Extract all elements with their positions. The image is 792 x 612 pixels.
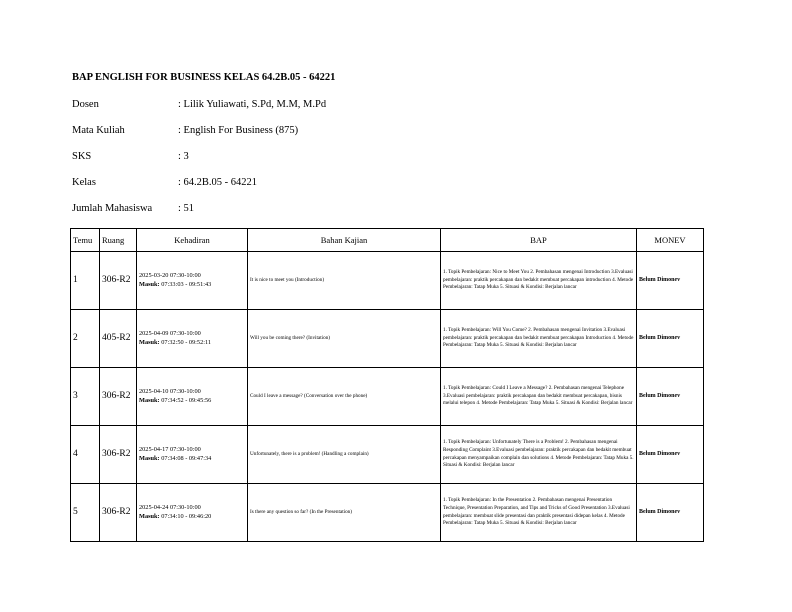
cell-bahan-kajian: It is nice to meet you (Introduction) [248, 252, 441, 310]
info-value: : 3 [178, 151, 189, 162]
cell-bap: 1. Topik Pembelajaran: In the Presentation 2. Pembahasan mengenai Presentation Technique, Presentation Preparation, and Tips and Tricks of Good Presentation 3.Evaluasi pembelajaran: membuat slide presentasi dan praktik presentasi didepan kelas 4. Metode Pembelajaran: Tatap Muka 5. Situasi & Kondisi: Berjalan lancar [441, 484, 637, 542]
cell-monev: Belum Dimonev [637, 484, 704, 542]
cell-temu: 4 [71, 426, 100, 484]
cell-monev: Belum Dimonev [637, 426, 704, 484]
info-label: Kelas [72, 177, 96, 188]
masuk-label: Masuk: [139, 454, 160, 462]
cell-ruang: 306-R2 [100, 426, 137, 484]
info-value: : Lilik Yuliawati, S.Pd, M.M, M.Pd [178, 99, 327, 110]
masuk-label: Masuk: [139, 512, 160, 520]
cell-bap: 1. Topik Pembelajaran: Could I Leave a Message? 2. Pembahasan mengenai Telephone 3.Evaluasi pembelajaran: praktik percakapan dan bedakit membuat percakapan, bisnis melalui telepon 4. Metode Pembelajaran: Tatap Muka 5. Situasi & Kondisi: Berjalan lancar [441, 368, 637, 426]
cell-kehadiran [137, 252, 248, 310]
table-row [71, 310, 704, 368]
column-header-bap: BAP [441, 229, 637, 252]
info-label: SKS [72, 151, 92, 162]
bap-table [70, 228, 704, 542]
kehadiran-schedule: 2025-04-09 07:30-10:00 [139, 330, 201, 337]
cell-bap: 1. Topik Pembelajaran: Nice to Meet You 2. Pembahasan mengenai Introduction 3.Evaluasi pembelajaran: praktik percakapan dan bedakit membuat percakapan introduction 4. Metode Pembelajaran: Tatap Muka 5. Situasi & Kondisi: Berjalan lancar [441, 252, 637, 310]
table-row [71, 426, 704, 484]
table-row [71, 252, 704, 310]
cell-temu: 1 [71, 252, 100, 310]
column-header-monev: MONEV [637, 229, 704, 252]
table-row [71, 368, 704, 426]
cell-monev: Belum Dimonev [637, 252, 704, 310]
info-label: Jumlah Mahasiswa [72, 203, 153, 214]
column-header-bahan-kajian: Bahan Kajian [248, 229, 441, 252]
info-value: : 64.2B.05 - 64221 [178, 177, 258, 188]
cell-temu: 2 [71, 310, 100, 368]
cell-ruang: 306-R2 [100, 368, 137, 426]
kehadiran-schedule: 2025-03-20 07:30-10:00 [139, 272, 201, 279]
table-row [71, 484, 704, 542]
cell-bahan-kajian: Will you be coming there? (Invitation) [248, 310, 441, 368]
masuk-time: 07:32:50 - 09:52:11 [161, 338, 212, 346]
cell-kehadiran [137, 310, 248, 368]
cell-bap: 1. Topik Pembelajaran: Will You Come? 2. Pembahasan mengenai Invitation 3.Evaluasi pembelajaran: praktik percakapan dan bedakit membuat percakapan Introduction 4. Metode Pembelajaran: Tatap Muka 5. Situasi & Kondisi: Berjalan lancar [441, 310, 637, 368]
info-value: : 51 [178, 203, 195, 214]
cell-bap: 1. Topik Pembelajaran: Unfortunately There is a Problem! 2. Pembahasan mengenai Responding Complaint 3.Evaluasi pembelajaran: praktik percakapan dan bedakit membuat percakapan menyampaikan complain dan solutions 4. Metode Pembelajaran: Tatap Muka 5. Situasi & Kondisi: Berjalan lancar [441, 426, 637, 484]
cell-monev: Belum Dimonev [637, 310, 704, 368]
kehadiran-schedule: 2025-04-17 07:30-10:00 [139, 446, 201, 453]
cell-kehadiran [137, 368, 248, 426]
cell-kehadiran [137, 426, 248, 484]
kehadiran-schedule: 2025-04-24 07:30-10:00 [139, 504, 201, 511]
kehadiran-masuk [139, 455, 245, 464]
column-header-kehadiran: Kehadiran [137, 229, 248, 252]
masuk-time: 07:33:03 - 09:51:43 [161, 280, 212, 288]
cell-kehadiran [137, 484, 248, 542]
cell-temu: 5 [71, 484, 100, 542]
info-value: : English For Business (875) [178, 125, 299, 136]
masuk-label: Masuk: [139, 396, 160, 404]
document-title: BAP ENGLISH FOR BUSINESS KELAS 64.2B.05 - 64221 [72, 72, 336, 83]
cell-temu: 3 [71, 368, 100, 426]
kehadiran-masuk [139, 397, 245, 406]
masuk-time: 07:34:10 - 09:46:20 [161, 512, 212, 520]
cell-monev: Belum Dimonev [637, 368, 704, 426]
column-header-ruang: Ruang [100, 229, 137, 252]
cell-ruang: 405-R2 [100, 310, 137, 368]
masuk-label: Masuk: [139, 338, 160, 346]
cell-bahan-kajian: Could I leave a message? (Conversation over the phone) [248, 368, 441, 426]
cell-ruang: 306-R2 [100, 484, 137, 542]
kehadiran-masuk [139, 513, 245, 522]
table-header-row [71, 229, 704, 252]
cell-bahan-kajian: Is there any question so far? (In the Presentation) [248, 484, 441, 542]
masuk-label: Masuk: [139, 280, 160, 288]
kehadiran-masuk [139, 339, 245, 348]
kehadiran-schedule: 2025-04-10 07:30-10:00 [139, 388, 201, 395]
column-header-temu: Temu [71, 229, 100, 252]
cell-bahan-kajian: Unfortunately, there is a problem! (Handling a complain) [248, 426, 441, 484]
kehadiran-masuk [139, 281, 245, 290]
info-label: Mata Kuliah [72, 125, 125, 136]
masuk-time: 07:34:08 - 09:47:34 [161, 454, 212, 462]
masuk-time: 07:34:52 - 09:45:56 [161, 396, 212, 404]
info-label: Dosen [72, 99, 99, 110]
cell-ruang: 306-R2 [100, 252, 137, 310]
